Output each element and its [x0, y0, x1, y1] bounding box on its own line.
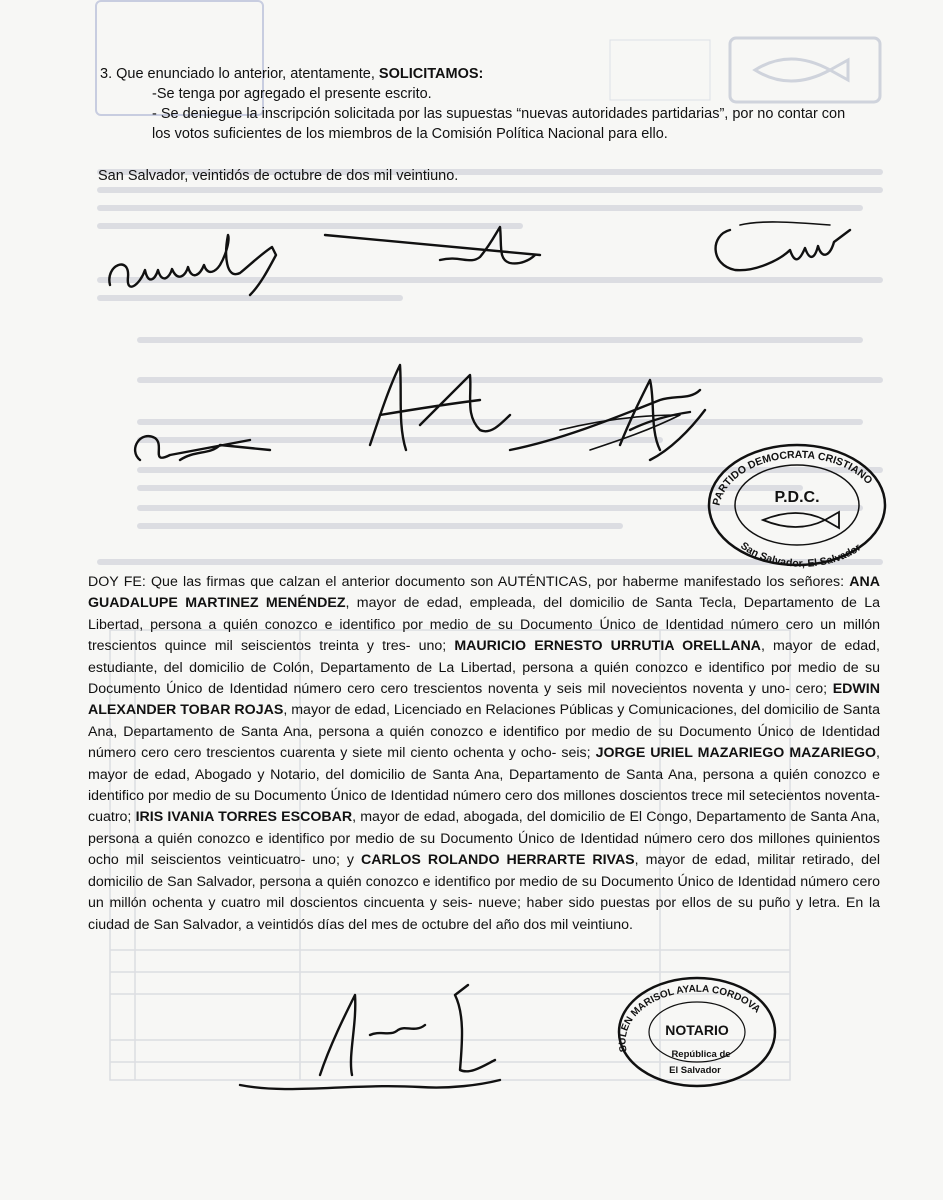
item-3-emphasis: SOLICITAMOS: — [378, 66, 484, 82]
signature-6 — [500, 360, 730, 470]
signature-3 — [700, 210, 860, 280]
doy-fe-seg: , mayor de edad, empleada, del domicilio de Santa Tecla, Departamento de La Libertad, persona a quién conozco e identifico por medio de su Documento Único de Identidad número cero un millón trescientos quince mil seiscientos treinta y tres- uno; — [88, 595, 880, 655]
doy-fe-seg: , mayor de edad, Licenciado en Relaciones Públicas y Comunicaciones, del domicilio de Santa Ana, Departamento de Santa Ana, persona a quién conozco e identifico por medio de su Documento Único de Identidad número cero cero trescientos cuarenta y siete mil ciento ochenta y ocho- seis; — [88, 702, 881, 762]
notary-seal — [615, 975, 780, 1090]
signature-1 — [100, 225, 300, 305]
fish-symbol-icon — [763, 512, 839, 528]
doy-fe-seg: , mayor de edad, estudiante, del domicilio de Colón, Departamento de La Libertad, persona a quién conozco e identifico por medio de su Documento Único de Identidad número cero cero trescientos noventa y seis mil novecientos noventa y uno- cero; — [88, 638, 880, 698]
item-3-request — [100, 64, 860, 144]
doy-fe-seg: , mayor de edad, militar retirado, del domicilio de San Salvador, persona a quién conozco e identifico por medio de su Documento Único de Identidad número cero un millón ochenta y cuatro mil doscientos cincuenta y seis- nueve; haber sido puestas por ellos de su puño y letra. En la ciudad de San Salvador, a veintidós días del mes de octubre del año dos mil veintiuno. — [88, 852, 881, 933]
party-seal — [705, 440, 890, 570]
notary-signature — [230, 975, 510, 1115]
doy-fe-seg: , mayor de edad, Abogado y Notario, del domicilio de Santa Ana, Departamento de Santa Ana, persona a quién conozco e identifico por medio de su Documento Único de Identidad número cero dos millones doscientos trece mil setecientos noventa- cuatro; — [88, 745, 880, 826]
signer-name: JORGE URIEL MAZARIEGO MAZARIEGO — [595, 745, 877, 762]
item-3-prefix: 3. Que enunciado lo anterior, atentamente, — [100, 66, 379, 82]
signer-name: IRIS IVANIA TORRES ESCOBAR — [135, 809, 353, 826]
party-seal-center: P.D.C. — [774, 489, 820, 506]
signature-4 — [120, 420, 280, 480]
signer-name: EDWIN ALEXANDER TOBAR ROJAS — [88, 681, 880, 719]
notary-seal-bottom-2: El Salvador — [669, 1065, 721, 1076]
doy-fe-paragraph — [88, 572, 880, 936]
item-3-line-2: - Se deniegue la inscripción solicitada por las supuestas “nuevas autoridades partidarias”, por no contar con los votos suficientes de los miembros de la Comisión Política Nacional para ello. — [152, 106, 846, 142]
signer-name: CARLOS ROLANDO HERRARTE RIVAS — [360, 852, 635, 869]
signer-name: MAURICIO ERNESTO URRUTIA ORELLANA — [454, 638, 761, 655]
notary-seal-ring-text: SULEN MARISOL AYALA CORDOVA — [617, 983, 763, 1053]
doy-fe-seg: DOY FE: Que las firmas que calzan el anterior documento son AUTÉNTICAS, por haberme manifestado los señores: — [88, 574, 850, 590]
item-3-heading — [100, 64, 860, 84]
date-line: San Salvador, veintidós de octubre de dos mil veintiuno. — [98, 168, 459, 184]
signer-name: ANA GUADALUPE MARTINEZ MENÉNDEZ — [88, 574, 880, 612]
doy-fe-seg: , mayor de edad, abogada, del domicilio de El Congo, Departamento de Santa Ana, persona a quién conozco e identifico por medio de su Documento Único de Identidad número cero dos millones quinientos ocho mil seiscientos veinticuatro- uno; y — [88, 809, 880, 869]
signature-5 — [340, 355, 520, 465]
party-seal-ring-text: PARTIDO DEMOCRATA CRISTIANO — [710, 448, 875, 507]
party-seal-bottom-text: San Salvador, El Salvador — [738, 539, 864, 570]
notary-seal-center: NOTARIO — [665, 1022, 729, 1038]
item-3-line-1: -Se tenga por agregado el presente escrito. — [152, 86, 432, 102]
notary-seal-bottom-1: República de — [671, 1049, 731, 1060]
signature-2 — [320, 215, 550, 285]
